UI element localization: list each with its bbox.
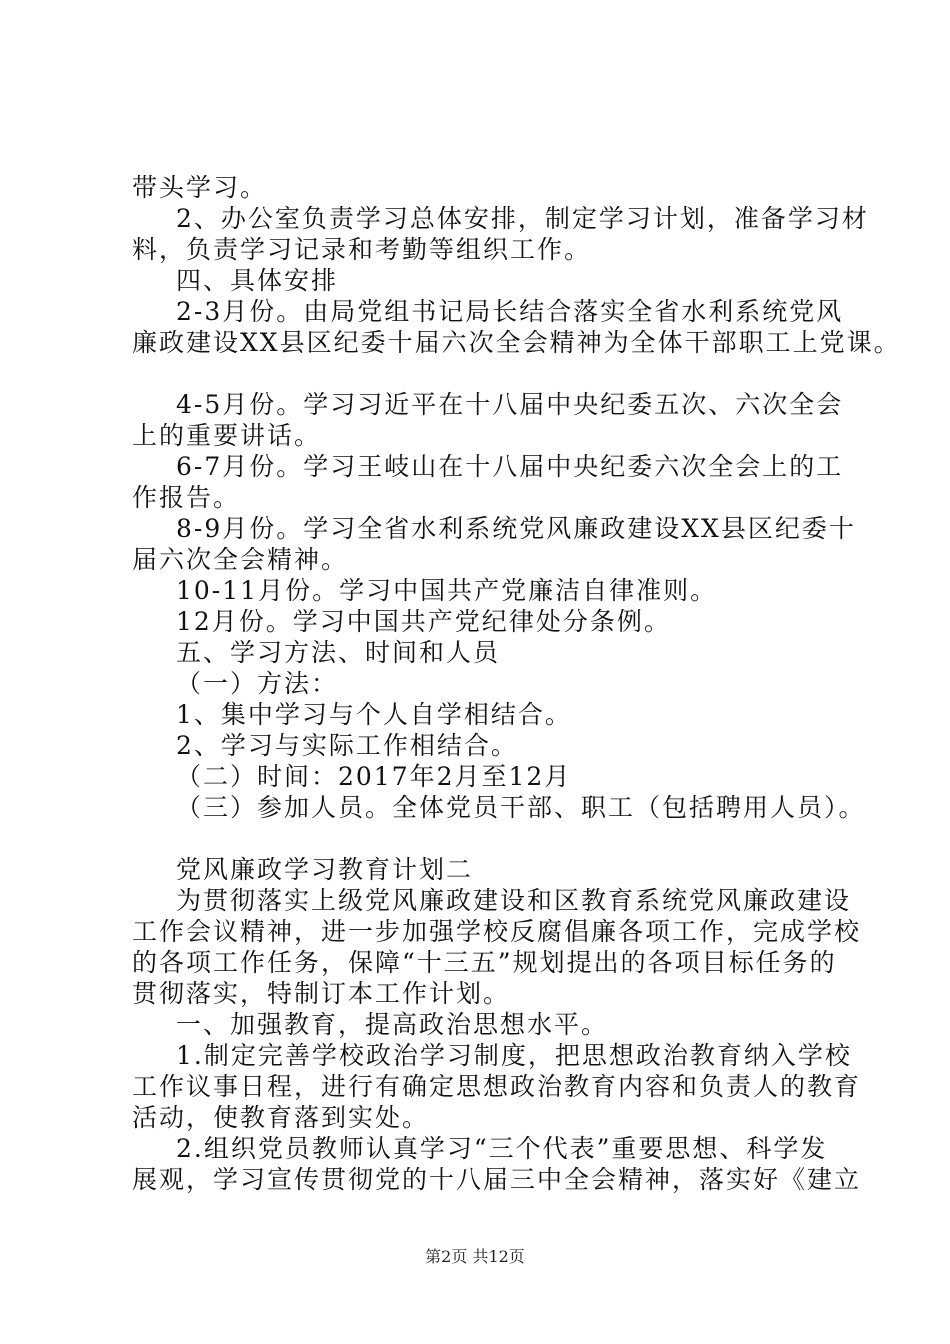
text-line: 10-11月份。学习中国共产党廉洁自律准则。 — [176, 576, 718, 605]
text-line: （一）方法： — [176, 669, 339, 698]
text-line: 四、具体安排 — [176, 266, 339, 295]
blank-line — [132, 823, 832, 854]
text-line: 五、学习方法、时间和人员 — [176, 638, 501, 667]
text-line: 党风廉政学习教育计划二 — [176, 855, 474, 884]
text-line: 2、办公室负责学习总体安排，制定学习计划，准备学习材 — [176, 204, 869, 233]
text-line: 2.组织党员教师认真学习“三个代表”重要思想、科学发 — [176, 1134, 828, 1163]
text-line: 带头学习。 — [132, 173, 268, 202]
text-line: 上的重要讲话。 — [132, 421, 322, 450]
text-line: （二）时间：2017年2月至12月 — [176, 762, 572, 791]
page-footer: 第2页 共12页 — [425, 1247, 525, 1266]
text-line: 展观，学习宣传贯彻党的十八届三中全会精神，落实好《建立 — [132, 1165, 862, 1194]
text-line: 活动，使教育落到实处。 — [132, 1103, 430, 1132]
text-line: 为贯彻落实上级党风廉政建设和区教育系统党风廉政建设 — [176, 886, 852, 915]
text-line: 1、集中学习与个人自学相结合。 — [176, 700, 572, 729]
text-line: 届六次全会精神。 — [132, 545, 349, 574]
text-line: 4-5月份。学习习近平在十八届中央纪委五次、六次全会 — [176, 390, 844, 419]
text-line: （三）参加人员。全体党员干部、职工（包括聘用人员）。 — [176, 793, 866, 822]
blank-line — [132, 358, 832, 389]
text-line: 的各项工作任务，保障“十三五”规划提出的各项目标任务的 — [132, 948, 837, 977]
text-line: 廉政建设XX县区纪委十届六次全会精神为全体干部职工上党课。 — [132, 328, 901, 357]
text-line: 作报告。 — [132, 483, 241, 512]
text-line: 一、加强教育，提高政治思想水平。 — [176, 1010, 609, 1039]
text-line: 工作议事日程，进行有确定思想政治教育内容和负责人的教育 — [132, 1072, 862, 1101]
document-body — [132, 172, 901, 1195]
text-line: 料，负责学习记录和考勤等组织工作。 — [132, 235, 592, 264]
text-line: 12月份。学习中国共产党纪律处分条例。 — [176, 607, 671, 636]
text-line: 工作会议精神，进一步加强学校反腐倡廉各项工作，完成学校 — [132, 917, 862, 946]
text-line: 2-3月份。由局党组书记局长结合落实全省水利系统党风 — [176, 297, 844, 326]
text-line: 1.制定完善学校政治学习制度，把思想政治教育纳入学校 — [176, 1041, 852, 1070]
text-line: 8-9月份。学习全省水利系统党风廉政建设XX县区纪委十 — [176, 514, 856, 543]
text-line: 6-7月份。学习王岐山在十八届中央纪委六次全会上的工 — [176, 452, 844, 481]
text-line: 贯彻落实，特制订本工作计划。 — [132, 979, 511, 1008]
text-line: 2、学习与实际工作相结合。 — [176, 731, 518, 760]
